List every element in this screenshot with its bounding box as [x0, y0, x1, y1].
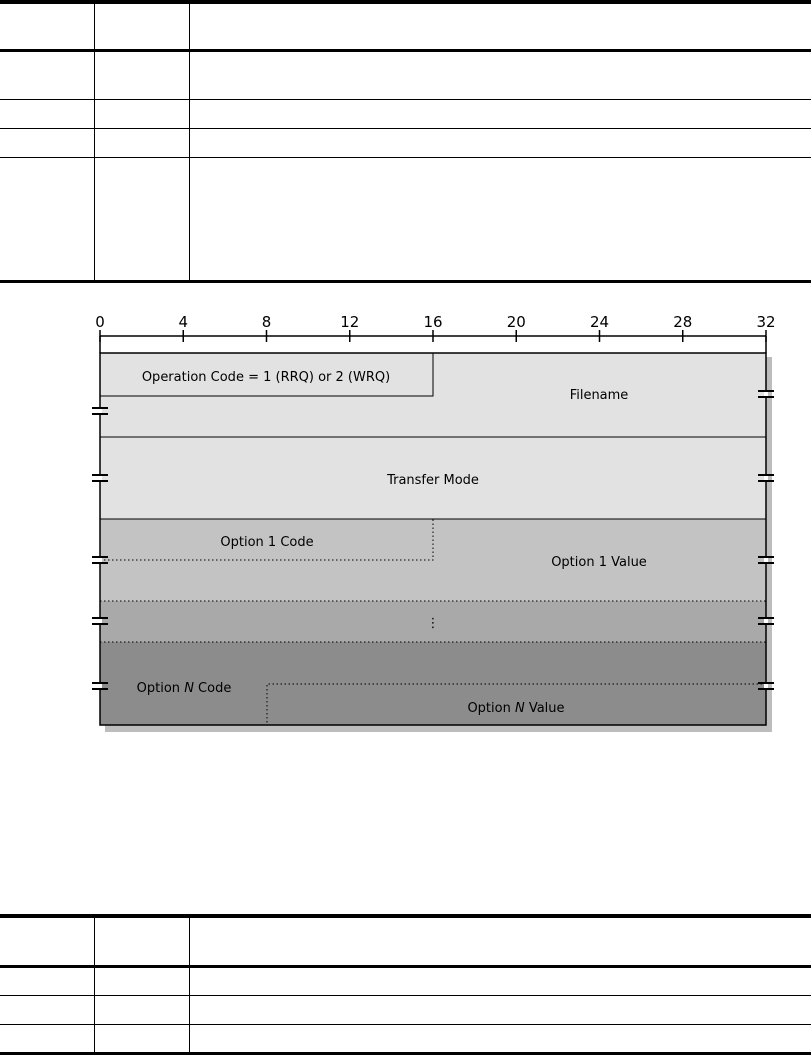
option-n-value-label — [467, 701, 564, 716]
table-row — [0, 966, 811, 995]
table-row — [0, 916, 811, 966]
ruler-label: 16 — [423, 313, 443, 331]
option-1-code-label: Option 1 Code — [220, 535, 314, 550]
ruler-label: 12 — [340, 313, 360, 331]
ruler-label: 4 — [178, 313, 189, 331]
ruler-label: 28 — [673, 313, 693, 331]
option-n-code-suffix: Code — [193, 681, 232, 696]
option-n-value-prefix: Option — [467, 701, 515, 716]
filename-label: Filename — [569, 388, 629, 403]
ruler-label: 24 — [589, 313, 610, 331]
operation-code-label: Operation Code = 1 (RRQ) or 2 (WRQ) — [141, 370, 391, 385]
transfer-mode-label: Transfer Mode — [387, 473, 479, 488]
ruler-label: 0 — [95, 313, 105, 331]
table-row — [0, 995, 811, 1024]
ellipsis-label: ⋮ — [426, 616, 440, 631]
option-n-value-suffix: Value — [524, 701, 565, 716]
table-row — [0, 1024, 811, 1053]
bit-ruler — [95, 313, 775, 353]
ruler-label: 8 — [261, 313, 272, 331]
option-n-code-label — [137, 681, 232, 696]
ruler-label: 32 — [756, 313, 776, 331]
option-n-code-prefix: Option — [136, 681, 185, 696]
option-1-value-label: Option 1 Value — [551, 555, 647, 570]
option-n-code-italic: N — [184, 681, 194, 696]
ruler-label: 20 — [506, 313, 526, 331]
option-n-value-italic: N — [514, 701, 525, 716]
bottom-table — [0, 914, 811, 1055]
